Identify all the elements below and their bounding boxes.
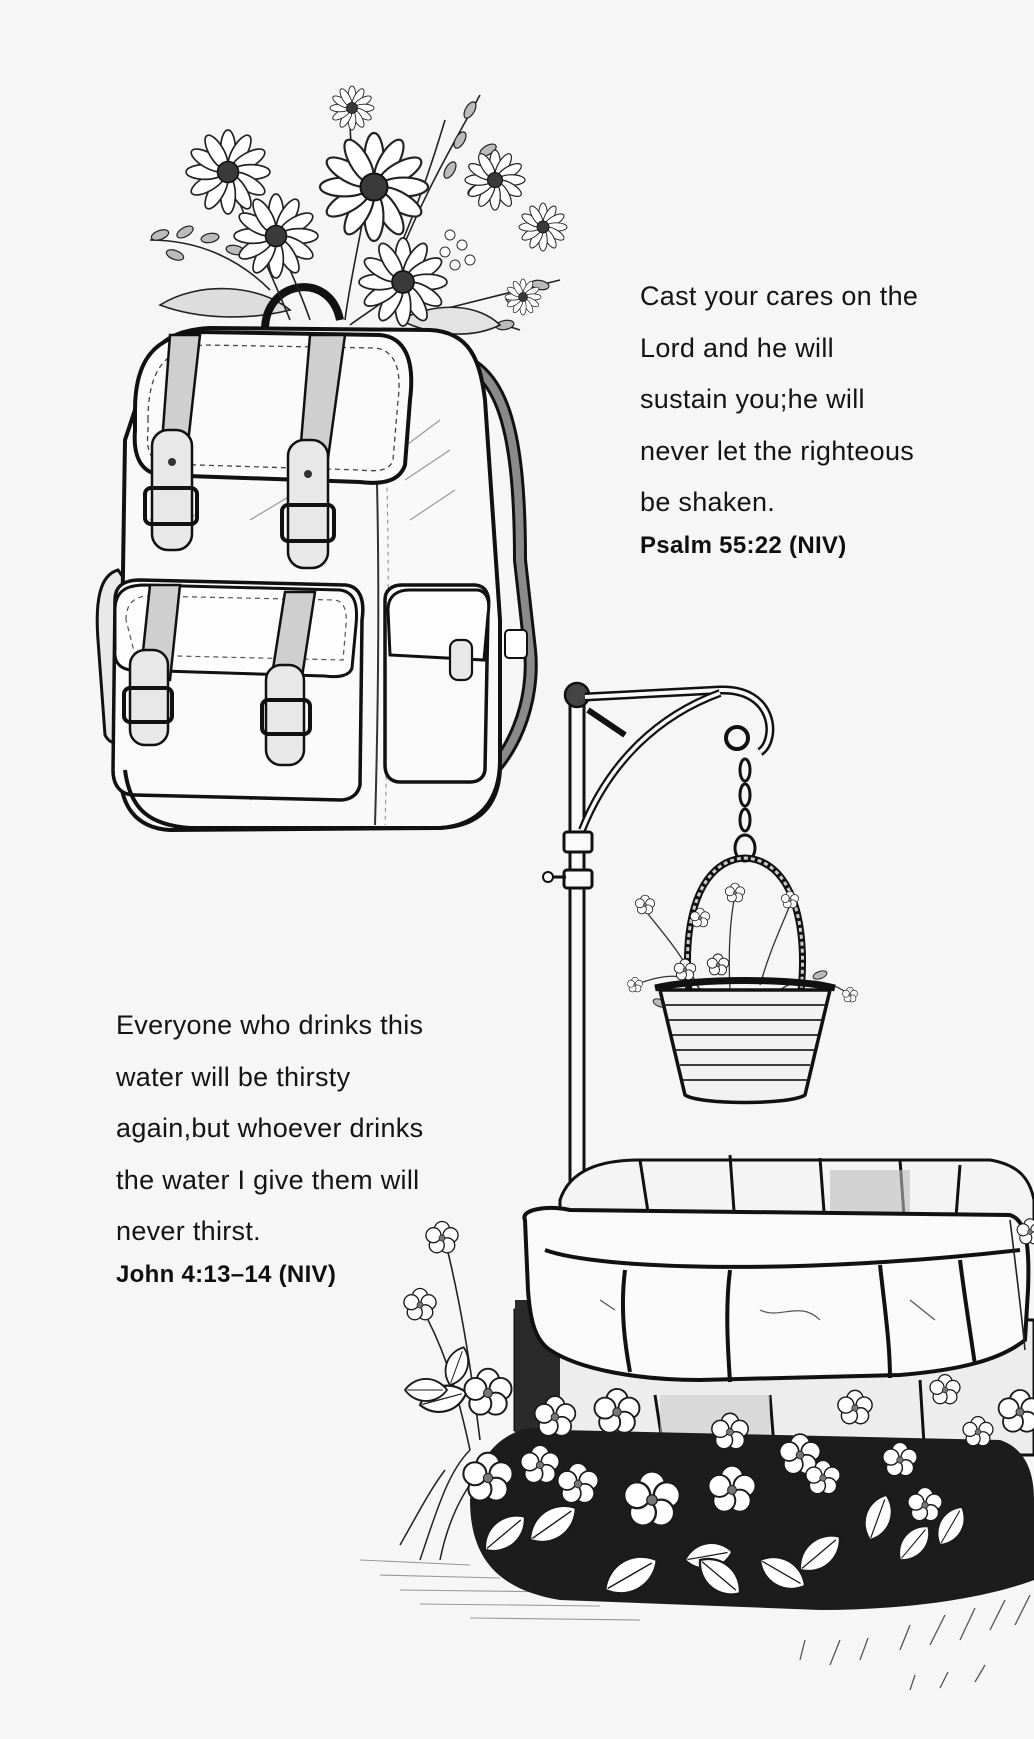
verse-line: water will be thirsty [116,1061,351,1092]
verse-line: Lord and he will [640,332,834,363]
verse-line: the water I give them will [116,1164,420,1195]
verse-line: Everyone who drinks this [116,1010,424,1040]
verse-psalm-55-22 [640,271,918,561]
verse-line: never let the righteous [640,435,915,466]
verse-john-4-13-14 [116,1000,423,1290]
backpack-illustration [97,86,567,830]
verse-line: never thirst. [116,1216,261,1246]
stone-well-illustration [515,1155,1034,1465]
verse-line: be shaken. [640,487,776,517]
verse-line: sustain you;he will [640,384,865,414]
verse-line: Cast your cares on the [640,281,919,311]
pole-with-hanging-basket-illustration [543,683,857,1180]
verse-reference: John 4:13–14 (NIV) [116,1260,337,1288]
verse-line: again,but whoever drinks [116,1113,424,1143]
verse-reference: Psalm 55:22 (NIV) [640,531,847,559]
